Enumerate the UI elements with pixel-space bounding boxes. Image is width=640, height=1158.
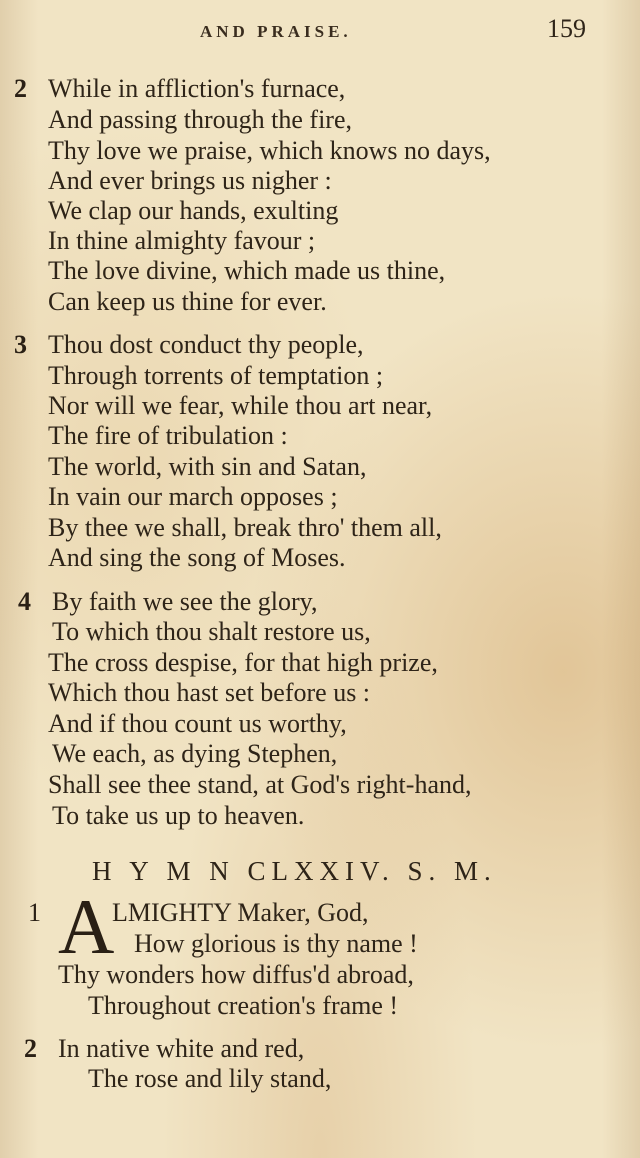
stanza-number: 2 xyxy=(14,74,27,103)
verse-line: To take us up to heaven. xyxy=(52,801,305,830)
verse-line: The world, with sin and Satan, xyxy=(48,452,367,481)
stanza-number: 3 xyxy=(14,330,27,359)
verse-line: Which thou hast set before us : xyxy=(48,678,371,707)
stanza-number: 1 xyxy=(28,898,41,927)
verse-line: Shall see thee stand, at God's right-hand, xyxy=(48,770,472,799)
verse-line: We each, as dying Stephen, xyxy=(52,739,338,768)
verse-line: And sing the song of Moses. xyxy=(48,543,346,572)
verse-line: Thy wonders how diffus'd abroad, xyxy=(58,960,414,989)
verse-line: To which thou shalt restore us, xyxy=(52,617,371,646)
verse-line: Thy love we praise, which knows no days, xyxy=(48,136,491,165)
stanza-number: 2 xyxy=(24,1034,37,1063)
verse-line: And passing through the fire, xyxy=(48,105,353,134)
drop-cap: A xyxy=(58,883,115,970)
page-number: 159 xyxy=(547,14,586,43)
verse-line: LMIGHTY Maker, God, xyxy=(112,898,369,927)
verse-line: We clap our hands, exulting xyxy=(48,196,339,225)
verse-line: Through torrents of temptation ; xyxy=(48,361,384,390)
verse-line: Nor will we fear, while thou art near, xyxy=(48,391,433,420)
verse-line: Thou dost conduct thy people, xyxy=(48,330,364,359)
stanza-number: 4 xyxy=(18,587,31,616)
verse-line: By thee we shall, break thro' them all, xyxy=(48,513,442,542)
running-head: AND PRAISE. xyxy=(200,22,352,41)
verse-line: In native white and red, xyxy=(58,1034,305,1063)
verse-line: In thine almighty favour ; xyxy=(48,226,316,255)
verse-line: The fire of tribulation : xyxy=(48,421,288,450)
verse-line: In vain our march opposes ; xyxy=(48,482,338,511)
verse-line: By faith we see the glory, xyxy=(52,587,318,616)
verse-line: The rose and lily stand, xyxy=(88,1064,332,1093)
verse-line: And if thou count us worthy, xyxy=(48,709,347,738)
verse-line: While in affliction's furnace, xyxy=(48,74,346,103)
verse-line: The love divine, which made us thine, xyxy=(48,256,446,285)
verse-line: How glorious is thy name ! xyxy=(134,929,418,958)
verse-line: Can keep us thine for ever. xyxy=(48,287,327,316)
verse-line: The cross despise, for that high prize, xyxy=(48,648,438,677)
hymn-title: H Y M N CLXXIV. S. M. xyxy=(92,856,497,886)
verse-line: Throughout creation's frame ! xyxy=(88,991,399,1020)
verse-line: And ever brings us nigher : xyxy=(48,166,332,195)
